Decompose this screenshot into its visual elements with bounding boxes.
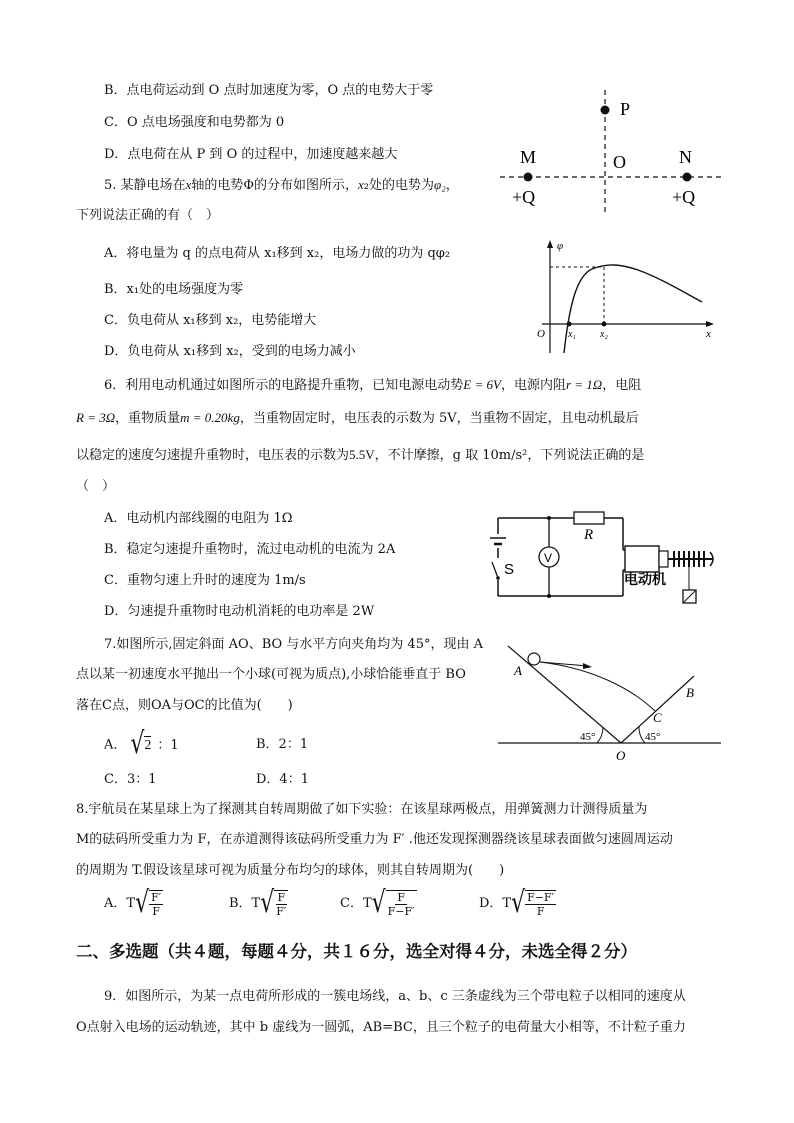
q8-stem-line1: 8.宇航员在某星球上为了探测其自转周期做了如下实验：在该星球两极点，用弹簧测力计测得质量为	[76, 802, 648, 817]
fig1-label-q-right: +Q	[672, 187, 696, 207]
q6-option-d: D．匀速提升重物时电动机消耗的电功率是 2W	[104, 604, 375, 619]
q7-option-b: B．2：1	[256, 737, 309, 752]
q6-stem-line2: R = 3Ω，重物质量m = 0.20kg，当重物固定时，电压表的示数为 5V，当重物不固定，且电动机最后	[76, 410, 639, 426]
figure-inclined-planes	[496, 640, 731, 765]
q8-option-a: A．T √ $\frac{F'}{F}$	[104, 886, 162, 921]
fig1-label-o: O	[613, 152, 626, 172]
fig1-label-m: M	[520, 147, 537, 167]
q8-option-d: D．T √ $\frac{F-F'}{F}$	[479, 886, 555, 921]
q6-stem-line1: 6．利用电动机通过如图所示的电路提升重物，已知电源电动势E = 6V，电源内阻r = 1Ω，电阻	[104, 377, 642, 393]
q6-option-a: A．电动机内部线圈的电阻为 1Ω	[104, 511, 293, 526]
fig3-label-v: V	[544, 551, 553, 565]
q7-stem-line1: 7.如图所示,固定斜面 AO、BO 与水平方向夹角均为 45°，现由 A	[104, 637, 483, 652]
fig2-label-phi: φ	[557, 240, 564, 252]
q7-option-a: A． √ 2 ：1	[104, 727, 179, 762]
q8-stem-line2: M的砝码所受重力为 F，在赤道测得该砝码所受重力为 F′ .他还发现探测器绕该星球表面做匀速圆周运动	[76, 832, 673, 847]
q4-option-d: D．点电荷在从 P 到 O 的过程中，加速度越来越大	[104, 147, 398, 162]
fig3-label-motor: 电动机	[624, 572, 666, 588]
q5-option-a: A．将电量为 q 的点电荷从 x₁移到 x₂，电场力做的功为 qφ₂	[104, 246, 451, 261]
q6-stem-line3: 以稳定的速度匀速提升重物时，电压表的示数为5.5V，不计摩擦，g 取 10m/s²，下列说法正确的是	[76, 447, 645, 463]
fig2-label-o: O	[537, 328, 545, 340]
fig4-label-b: B	[686, 685, 694, 700]
q4-option-b: B．点电荷运动到 O 点时加速度为零，O 点的电势大于零	[104, 83, 434, 98]
fig2-label-x1: x₁	[568, 329, 576, 340]
figure-potential-curve	[530, 238, 720, 358]
q8-option-c: C．T √ $\frac{F}{F-F'}$	[340, 886, 415, 921]
q9-stem-line1: 9．如图所示，为某一点电荷所形成的一簇电场线，a、b、c 三条虚线为三个带电粒子以相同的速度从	[104, 989, 686, 1004]
fig4-label-o: O	[616, 748, 626, 763]
q8-option-b: B．T √ $\frac{F}{F'}$	[229, 886, 287, 921]
q5-option-b: B．x₁处的电场强度为零	[104, 282, 244, 297]
fig2-label-x: x	[706, 328, 711, 340]
q7-option-d: D．4：1	[256, 772, 309, 787]
figure-point-charges	[500, 90, 730, 215]
section-heading-multiple-choice: 二、多选题（共４题，每题４分，共１６分，选全对得４分，未选全得２分）	[76, 942, 637, 961]
q5-stem-line1: 5. 某静电场在x轴的电势Φ的分布如图所示，x₂处的电势为φ₂，	[104, 177, 459, 193]
q6-stem-line4: （ ）	[76, 479, 116, 494]
fig3-label-r: R	[584, 527, 594, 543]
q5-option-c: C．负电荷从 x₁移到 x₂，电势能增大	[104, 313, 317, 328]
q7-option-c: C．3：1	[104, 772, 157, 787]
q7-stem-line3: 落在C点，则OA与OC的比值为( )	[76, 698, 293, 713]
q4-option-c: C．O 点电场强度和电势都为 0	[104, 115, 285, 130]
q5-stem-line2: 下列说法正确的有（ ）	[76, 208, 220, 223]
fig3-label-s: S	[504, 561, 515, 578]
q7-stem-line2: 点以某一初速度水平抛出一个小球(可视为质点),小球恰能垂直于 BO	[76, 667, 466, 682]
q9-stem-line2: O点射入电场的运动轨迹，其中 b 虚线为一圆弧，AB=BC，且三个粒子的电荷量大小相等，不计粒子重力	[76, 1020, 686, 1035]
fig4-angle-left: 45°	[580, 731, 596, 743]
q6-option-b: B．稳定匀速提升重物时，流过电动机的电流为 2A	[104, 542, 396, 557]
fig1-label-q-left: +Q	[512, 187, 536, 207]
figure-motor-circuit	[488, 508, 728, 613]
fig1-label-p: P	[620, 99, 631, 119]
q6-option-c: C．重物匀速上升时的速度为 1m/s	[104, 573, 306, 588]
fig4-label-a: A	[514, 663, 522, 678]
q5-option-d: D．负电荷从 x₁移到 x₂，受到的电场力减小	[104, 344, 356, 359]
fig4-angle-right: 45°	[645, 731, 661, 743]
q8-stem-line3: 的周期为 T.假设该星球可视为质量分布均匀的球体，则其自转周期为( )	[76, 863, 505, 878]
fig4-label-c: C	[653, 710, 662, 725]
fig1-label-n: N	[679, 147, 692, 167]
fig2-label-x2: x₂	[600, 329, 608, 340]
